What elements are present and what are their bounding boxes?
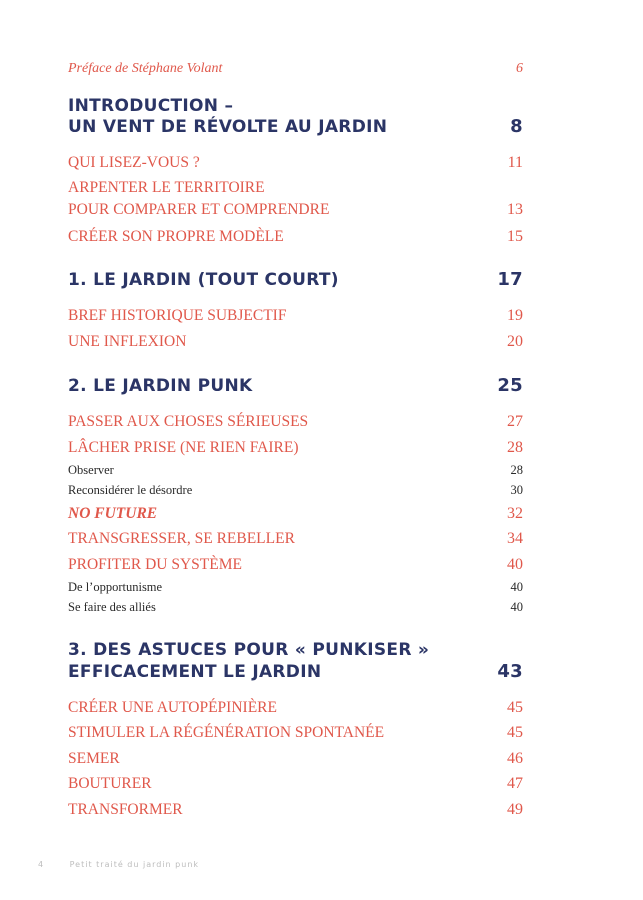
- toc-subsection[interactable]: [68, 483, 523, 498]
- section-page: 20: [507, 333, 523, 350]
- section-title: SEMER: [68, 750, 120, 767]
- section-page: 45: [507, 699, 523, 716]
- section-page: 34: [507, 530, 523, 547]
- chapter-page: 43: [497, 661, 523, 682]
- section-page: 27: [507, 413, 523, 430]
- toc-chapter-1[interactable]: [68, 270, 523, 290]
- toc-section[interactable]: [68, 411, 523, 432]
- footer-page-number: 4: [38, 860, 45, 869]
- toc-chapter-introduction-line2[interactable]: [68, 117, 523, 137]
- toc-section[interactable]: [68, 554, 523, 575]
- toc-chapter-3-line2[interactable]: [68, 662, 523, 682]
- toc-section[interactable]: [68, 437, 523, 458]
- page-footer: [38, 860, 199, 869]
- toc-section[interactable]: [68, 199, 523, 220]
- chapter-title: 1. LE JARDIN (TOUT COURT): [68, 270, 339, 290]
- section-title: UNE INFLEXION: [68, 333, 187, 350]
- toc-chapter-3[interactable]: [68, 640, 523, 660]
- toc-section[interactable]: [68, 697, 523, 718]
- section-title: PROFITER DU SYSTÈME: [68, 556, 242, 573]
- chapter-title-line1: INTRODUCTION –: [68, 96, 234, 116]
- chapter-title-line2: UN VENT DE RÉVOLTE AU JARDIN: [68, 117, 388, 137]
- section-title: STIMULER LA RÉGÉNÉRATION SPONTANÉE: [68, 724, 385, 741]
- section-title: LÂCHER PRISE (NE RIEN FAIRE): [68, 439, 299, 456]
- section-title: TRANSFORMER: [68, 801, 183, 818]
- section-page: 19: [507, 307, 523, 324]
- toc-preface[interactable]: [68, 61, 523, 77]
- toc-section[interactable]: [68, 799, 523, 820]
- subsection-page: 28: [510, 463, 523, 477]
- chapter-title-line2: EFFICACEMENT LE JARDIN: [68, 662, 322, 682]
- toc-section[interactable]: [68, 503, 523, 524]
- subsection-page: 30: [510, 483, 523, 497]
- section-title: CRÉER SON PROPRE MODÈLE: [68, 228, 284, 245]
- section-page: 46: [507, 750, 523, 767]
- section-title-line1: ARPENTER LE TERRITOIRE: [68, 179, 265, 196]
- footer-book-title: Petit traité du jardin punk: [69, 860, 200, 869]
- toc-entry-title: Préface de Stéphane Volant: [68, 61, 223, 76]
- section-page: 49: [507, 801, 523, 818]
- toc-chapter-introduction[interactable]: [68, 96, 523, 116]
- toc-section[interactable]: [68, 722, 523, 743]
- section-page: 45: [507, 724, 523, 741]
- section-page: 15: [507, 228, 523, 245]
- toc-section[interactable]: [68, 226, 523, 247]
- subsection-page: 40: [510, 600, 523, 614]
- toc-section[interactable]: [68, 528, 523, 549]
- section-title: TRANSGRESSER, SE REBELLER: [68, 530, 295, 547]
- chapter-title: 2. LE JARDIN PUNK: [68, 376, 253, 396]
- toc-chapter-2[interactable]: [68, 376, 523, 396]
- section-title: PASSER AUX CHOSES SÉRIEUSES: [68, 413, 309, 430]
- section-page: 13: [507, 201, 523, 218]
- section-title-line2: POUR COMPARER ET COMPRENDRE: [68, 201, 330, 218]
- chapter-page: 17: [497, 269, 523, 290]
- subsection-title: Se faire des alliés: [68, 600, 156, 614]
- subsection-page: 40: [510, 580, 523, 594]
- subsection-title: Reconsidérer le désordre: [68, 483, 193, 497]
- section-title: QUI LISEZ-VOUS ?: [68, 154, 200, 171]
- section-page: 11: [507, 154, 523, 171]
- toc-section[interactable]: [68, 748, 523, 769]
- toc-subsection[interactable]: [68, 580, 523, 595]
- section-page: 28: [507, 439, 523, 456]
- subsection-title: Observer: [68, 463, 114, 477]
- section-page: 32: [507, 505, 523, 522]
- chapter-title-line1: 3. DES ASTUCES POUR « PUNKISER »: [68, 640, 430, 660]
- toc-section-line1[interactable]: [68, 177, 523, 198]
- toc-entry-page: 6: [516, 61, 523, 76]
- toc-section[interactable]: [68, 331, 523, 352]
- toc-subsection[interactable]: [68, 600, 523, 615]
- toc-section[interactable]: [68, 305, 523, 326]
- section-title: BOUTURER: [68, 775, 152, 792]
- section-page: 40: [507, 556, 523, 573]
- chapter-page: 25: [497, 375, 523, 396]
- section-page: 47: [507, 775, 523, 792]
- chapter-page: 8: [510, 116, 523, 137]
- subsection-title: De l’opportunisme: [68, 580, 163, 594]
- toc-section[interactable]: [68, 152, 523, 173]
- toc-section[interactable]: [68, 773, 523, 794]
- toc-subsection[interactable]: [68, 463, 523, 478]
- section-title: CRÉER UNE AUTOPÉPINIÈRE: [68, 699, 277, 716]
- section-title: NO FUTURE: [68, 505, 158, 522]
- section-title: BREF HISTORIQUE SUBJECTIF: [68, 307, 287, 324]
